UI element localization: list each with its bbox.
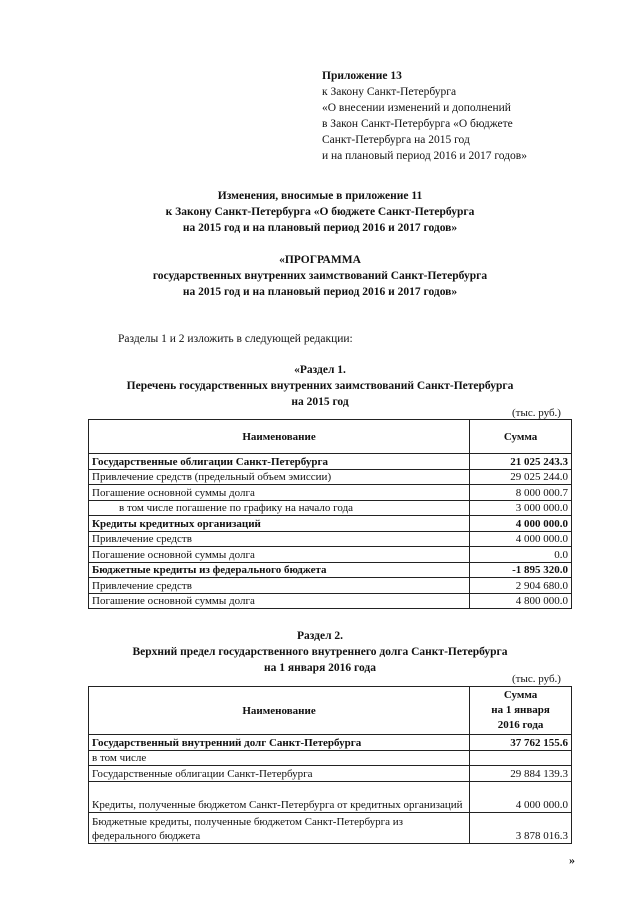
row-value: 4 000 000.0: [470, 781, 572, 812]
section2-title-line: Верхний предел государственного внутреннего долга Санкт-Петербурга: [132, 646, 508, 658]
row-name: Кредиты, полученные бюджетом Санкт-Петербурга от кредитных организаций: [89, 781, 470, 812]
row-name: Привлечение средств (предельный объем эмиссии): [89, 469, 470, 485]
heading-line: к Закону Санкт-Петербурга «О бюджете Санкт-Петербурга: [165, 206, 475, 218]
row-value: 21 025 243.3: [470, 454, 572, 470]
appendix-line: «О внесении изменений и дополнений: [322, 102, 511, 114]
row-name: Привлечение средств: [89, 531, 470, 547]
section2-title-line: Раздел 2.: [296, 630, 344, 642]
section1-title-line: Перечень государственных внутренних заимствований Санкт-Петербурга: [126, 380, 514, 392]
row-name: Государственные облигации Санкт-Петербурга: [89, 454, 470, 470]
row-name: Погашение основной суммы долга: [89, 593, 470, 609]
section1-table: [88, 419, 572, 609]
header-sum-line: 2016 года: [497, 719, 544, 731]
appendix-block: [322, 68, 622, 164]
heading-line: на 2015 год и на плановый период 2016 и 2017 годов»: [182, 222, 458, 234]
table-row: [89, 781, 572, 812]
program-line: «ПРОГРАММА: [279, 254, 361, 266]
table-row: [89, 469, 572, 485]
row-value: 4 000 000.0: [470, 531, 572, 547]
header-sum: [470, 687, 572, 735]
row-name: Погашение основной суммы долга: [89, 485, 470, 501]
row-value: 8 000 000.7: [470, 485, 572, 501]
appendix-title: Приложение 13: [322, 70, 402, 82]
row-name: Бюджетные кредиты из федерального бюджета: [89, 562, 470, 578]
table-row: [89, 812, 572, 843]
row-name: Государственный внутренний долг Санкт-Петербурга: [89, 735, 470, 751]
row-name: в том числе: [89, 750, 470, 766]
header-name: Наименование: [89, 420, 470, 454]
closing-quote: »: [569, 853, 575, 867]
row-value: 4 800 000.0: [470, 593, 572, 609]
appendix-line: Санкт-Петербурга на 2015 год: [322, 134, 470, 146]
appendix-line: к Закону Санкт-Петербурга: [322, 86, 457, 98]
program-line: государственных внутренних заимствований Санкт-Петербурга: [152, 270, 488, 282]
header-sum-line: Сумма: [503, 689, 538, 701]
table-row: [89, 485, 572, 501]
table-row: [89, 578, 572, 594]
section1-units: (тыс. руб.): [512, 407, 561, 419]
section1-title-line: «Раздел 1.: [294, 364, 346, 376]
row-value: [470, 750, 572, 766]
table-row: [89, 593, 572, 609]
row-value: 37 762 155.6: [470, 735, 572, 751]
table-row: [89, 454, 572, 470]
table-row: [89, 547, 572, 563]
appendix-line: в Закон Санкт-Петербурга «О бюджете: [322, 118, 513, 130]
section2-title: [40, 628, 600, 676]
header-name: Наименование: [89, 687, 470, 735]
table-header-row: [89, 687, 572, 735]
program-line: на 2015 год и на плановый период 2016 и 2017 годов»: [182, 286, 458, 298]
row-name: Государственные облигации Санкт-Петербурга: [89, 766, 470, 782]
changes-heading: [40, 188, 600, 236]
row-value: 4 000 000.0: [470, 516, 572, 532]
row-value: 29 884 139.3: [470, 766, 572, 782]
header-sum-line: на 1 января: [491, 704, 550, 716]
row-name: Погашение основной суммы долга: [89, 547, 470, 563]
row-value: 2 904 680.0: [470, 578, 572, 594]
table-row: [89, 531, 572, 547]
table-header-row: [89, 420, 572, 454]
table-row: [89, 562, 572, 578]
section2-table: [88, 686, 572, 844]
header-sum: Сумма: [470, 420, 572, 454]
section1-title: [40, 362, 600, 410]
program-heading: [40, 252, 600, 300]
heading-line: Изменения, вносимые в приложение 11: [217, 190, 423, 202]
section1-title-line: на 2015 год: [291, 396, 349, 408]
section2-title-line: на 1 января 2016 года: [264, 662, 376, 674]
row-name: Кредиты кредитных организаций: [89, 516, 470, 532]
table-row: [89, 750, 572, 766]
table-row: [89, 735, 572, 751]
row-value: 29 025 244.0: [470, 469, 572, 485]
intro-text: Разделы 1 и 2 изложить в следующей редакции:: [118, 333, 353, 345]
row-value: 3 878 016.3: [470, 812, 572, 843]
appendix-line: и на плановый период 2016 и 2017 годов»: [322, 150, 527, 162]
table-row: [89, 766, 572, 782]
row-value: -1 895 320.0: [470, 562, 572, 578]
row-name: Привлечение средств: [89, 578, 470, 594]
section2-units: (тыс. руб.): [512, 673, 561, 685]
row-name: Бюджетные кредиты, полученные бюджетом Санкт-Петербурга из федерального бюджета: [89, 812, 470, 843]
row-value: 3 000 000.0: [470, 500, 572, 516]
row-value: 0.0: [470, 547, 572, 563]
table-row: [89, 516, 572, 532]
table-row: [89, 500, 572, 516]
row-name: в том числе погашение по графику на начало года: [89, 500, 470, 516]
